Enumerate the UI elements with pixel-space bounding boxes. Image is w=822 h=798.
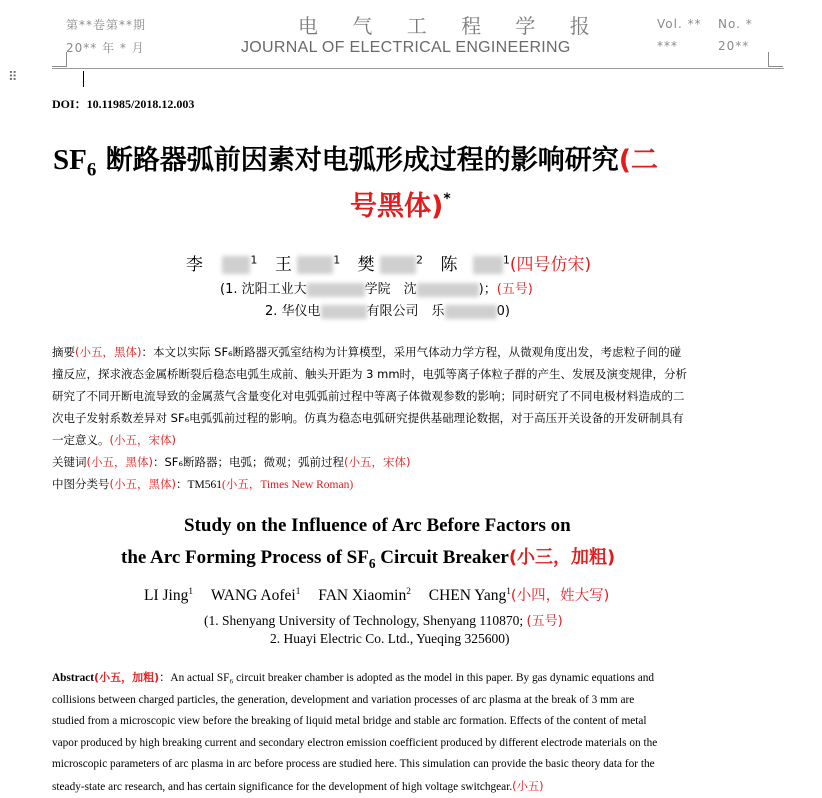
authors-en-note: (小四，姓大写) [510, 588, 610, 604]
title-cn-star: * [443, 191, 451, 207]
author-cn-2: 王 [274, 255, 292, 275]
keywords-cn-end-note: (小五，宋体) [344, 455, 411, 469]
abstract-cn [52, 341, 768, 451]
author-en-2-sup: 1 [295, 586, 301, 597]
affil-cn-2-start: 2. 华仪电 [265, 304, 321, 319]
header-journal-en: JOURNAL OF ELECTRICAL ENGINEERING [241, 39, 571, 56]
title-cn-line1 [53, 138, 658, 181]
clc-cn-label-note: (小五，黑体) [109, 477, 176, 491]
abstract-en-label-note: (小五，加粗) [94, 671, 160, 684]
affil-en-line2: 2. Huayi Electric Co. Ltd., Yueqing 325600) [270, 631, 510, 646]
clc-cn-text: ：TM561 [175, 479, 222, 491]
author-cn-3-sup: 2 [416, 253, 424, 267]
clc-cn-end-note: (小五，Times New Roman) [221, 479, 354, 491]
redacted-name-2 [297, 256, 333, 274]
title-en-line1: Study on the Influence of Arc Before Factors on [184, 515, 571, 536]
affil-cn-2-mid: 有限公司 乐 [366, 304, 445, 319]
affil-cn-line2 [265, 300, 510, 319]
author-cn-4: 陈 [440, 255, 458, 275]
drag-handle-icon[interactable]: ⠿ [8, 70, 18, 85]
affil-cn-2-end: 0) [496, 304, 510, 319]
abstract-cn-line-3: 研究了不同开断电流导致的金属蒸气含量变化对电弧弧前过程中等离子体微观参数的影响；同时研究了不同电极材料造成的二 [52, 389, 685, 403]
redacted-affil-4 [445, 305, 497, 319]
abstract-cn-line-2: 撞反应，探求液态金属桥断裂后稳态电弧生成前、触头开距为 3 mm时，电弧等离子体粒子群的产生、发展及演变规律，分析 [52, 367, 688, 381]
header-year-month: 20** 年 * 月 [66, 41, 145, 55]
affil-en-1-note: (五号) [526, 614, 563, 629]
abstract-en-colon: ： [159, 672, 171, 684]
abstract-cn-label-note: (小五，黑体) [75, 345, 142, 359]
affil-cn-1-mid: 学院 沈 [364, 282, 417, 297]
abstract-cn-line-5: 一定意义。 [52, 433, 110, 447]
keywords-cn-label: 关键词 [52, 455, 87, 469]
author-en-2: WANG Aofei [210, 587, 296, 604]
redacted-name-1 [222, 256, 250, 274]
title-en-line2-start: the Arc Forming Process of SF [121, 547, 369, 568]
clc-cn [52, 473, 353, 496]
title-cn-subscript: 6 [86, 159, 97, 181]
title-cn-main: 断路器弧前因素对电弧形成过程的影响研究 [96, 145, 619, 176]
abstract-en [52, 667, 768, 798]
authors-cn [186, 250, 591, 275]
title-en-subscript: 6 [368, 555, 376, 571]
abstract-cn-end-note: (小五，宋体) [109, 433, 176, 447]
author-cn-2-sup: 1 [333, 253, 341, 267]
abstract-en-line-5: microscopic parameters of arc plasma in arc before process are studied here. This simulation can provide the basic theory data for the [52, 758, 655, 770]
title-cn-line2 [350, 184, 451, 223]
affil-cn-1-note: (五号) [496, 282, 533, 297]
affil-en-1-text: (1. Shenyang University of Technology, Shenyang 110870; [204, 613, 527, 628]
authors-cn-note: (四号仿宋) [509, 255, 592, 275]
redacted-affil-2 [417, 283, 479, 297]
affil-cn-1-end: )； [478, 282, 497, 297]
header-vol-label: Vol. ** [657, 17, 702, 31]
title-cn-prefix: SF [53, 144, 87, 176]
author-en-4-sup: 1 [506, 586, 511, 597]
author-cn-4-sup: 1 [502, 253, 510, 267]
title-cn-note-2: 号黑体) [350, 191, 444, 222]
author-en-1: LI Jing [144, 587, 189, 604]
abstract-cn-label: 摘要 [52, 345, 75, 359]
title-en-line2 [121, 543, 615, 572]
header-journal-cn: 电 气 工 程 学 报 [298, 14, 604, 38]
redacted-name-3 [380, 256, 416, 274]
author-en-3-sup: 2 [406, 586, 411, 597]
redacted-affil-1 [307, 283, 365, 297]
author-cn-1-sup: 1 [250, 253, 258, 267]
header-vol-value: *** [657, 39, 678, 53]
keywords-cn-text: ：SF₆断路器；电弧；微观；弧前过程 [152, 455, 345, 469]
author-cn-3: 樊 [357, 255, 375, 275]
abstract-en-line-6: steady-state arc research, and has certain significance for the development of high voltage switchgear. [52, 780, 513, 793]
header-no-label: No. * [718, 17, 753, 31]
affil-cn-line1 [220, 278, 533, 297]
text-cursor [83, 71, 84, 87]
keywords-cn-label-note: (小五，黑体) [86, 455, 153, 469]
affil-en-line1 [204, 610, 563, 629]
title-cn-note-1: (二 [618, 145, 659, 176]
clc-cn-label: 中图分类号 [52, 477, 110, 491]
abstract-cn-line-1: 本文以实际 SF₆断路器灭弧室结构为计算模型，采用气体动力学方程，从微观角度出发，考虑粒子间的碰 [152, 345, 682, 359]
abstract-en-line-1: An actual SF₆ circuit breaker chamber is adopted as the model in this paper. By gas dynamic equations and [170, 672, 655, 684]
abstract-en-end-note: (小五) [512, 779, 544, 793]
abstract-en-line-2: collisions between charged particles, the generation, development and variation processes of arc plasma at the break of 3 mm are [52, 693, 635, 706]
margin-corner-top-right [768, 52, 783, 67]
authors-en [144, 584, 609, 605]
header-rule [52, 68, 784, 69]
header-year-value: 20** [718, 39, 750, 53]
author-cn-1: 李 [186, 255, 203, 275]
author-en-3: FAN Xiaomin [318, 587, 407, 604]
title-en-line2-end: Circuit Breaker [375, 547, 509, 568]
author-en-1-sup: 1 [188, 586, 193, 597]
abstract-en-label: Abstract [52, 672, 95, 684]
header-volume-issue: 第**卷第**期 [66, 18, 147, 32]
abstract-cn-colon: ： [141, 345, 153, 359]
keywords-cn [52, 451, 411, 473]
doi-line: DOI：10.11985/2018.12.003 [52, 97, 195, 111]
title-en-note: (小三，加粗) [508, 547, 616, 568]
redacted-affil-3 [321, 305, 367, 319]
author-en-4: CHEN Yang [428, 587, 507, 604]
affil-cn-1-start: (1. 沈阳工业大 [220, 282, 307, 297]
redacted-name-4 [473, 256, 503, 274]
margin-corner-top-left [52, 52, 67, 67]
abstract-en-line-4: vapor produced by high breaking current and secondary electron emission coefficient produced by different electrode materials on the [52, 736, 658, 749]
abstract-cn-line-4: 次电子发射系数差异对 SF₆电弧弧前过程的影响。仿真为稳态电弧研究提供基础理论数据，对于高压开关设备的开发研制具有 [52, 411, 684, 425]
abstract-en-line-3: studied from a microscopic view before the breaking of liquid metal bridge and stable arc formation. Effects of the content of metal [52, 715, 647, 727]
